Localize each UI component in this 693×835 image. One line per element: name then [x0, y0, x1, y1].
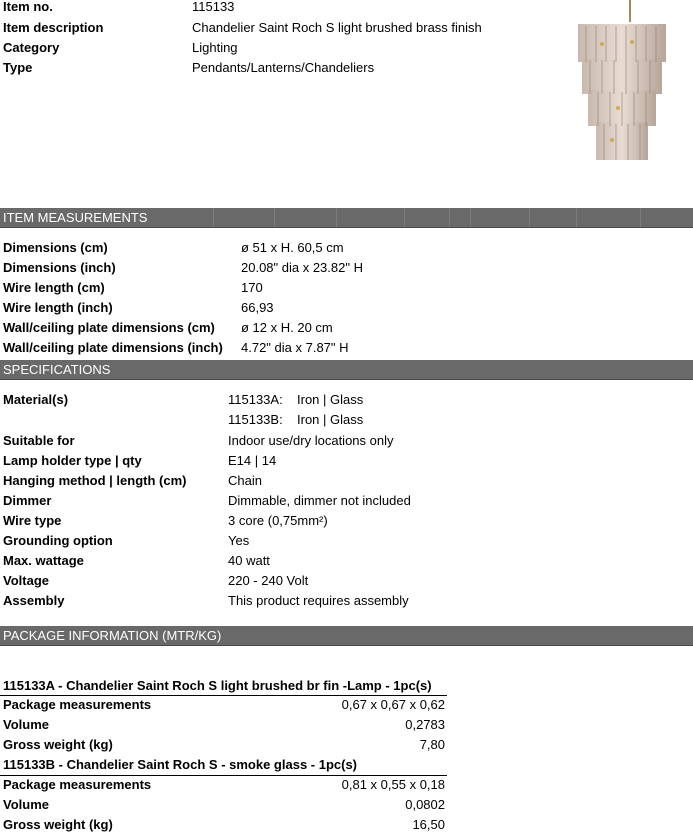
package-value: 7,80	[419, 737, 445, 752]
package-value: 0,2783	[405, 717, 445, 732]
spec-label: Grounding option	[3, 533, 113, 548]
material-code: 115133B:	[228, 412, 283, 427]
spec-label: Lamp holder type | qty	[3, 453, 142, 468]
spec-label: Assembly	[3, 593, 65, 608]
spec-value: This product requires assembly	[228, 593, 409, 608]
item-description-label: Item description	[3, 20, 104, 35]
package-label: Volume	[3, 797, 49, 812]
spec-value: 220 - 240 Volt	[228, 573, 309, 588]
category-value: Lighting	[192, 40, 238, 55]
type-value: Pendants/Lanterns/Chandeliers	[192, 60, 375, 75]
section-package-information	[0, 626, 693, 646]
spec-label: Max. wattage	[3, 553, 84, 568]
measure-label: Dimensions (inch)	[3, 260, 116, 275]
spec-label: Hanging method | length (cm)	[3, 473, 187, 488]
package-title: 115133A - Chandelier Saint Roch S light brushed br fin -Lamp - 1pc(s)	[3, 678, 432, 693]
package-value: 16,50	[412, 817, 445, 832]
spec-label: Wire type	[3, 513, 62, 528]
material-code: 115133A:	[228, 392, 283, 407]
item-no-value: 115133	[192, 0, 235, 14]
spec-label: Dimmer	[3, 493, 52, 508]
type-label: Type	[3, 60, 33, 75]
grid-line	[640, 208, 641, 227]
materials-label: Material(s)	[3, 392, 69, 407]
package-label: Package measurements	[3, 697, 152, 712]
spec-value: Dimmable, dimmer not included	[228, 493, 411, 508]
measure-value: ø 51 x H. 60,5 cm	[241, 240, 344, 255]
item-no-label: Item no.	[3, 0, 53, 14]
package-value: 0,0802	[405, 797, 445, 812]
package-value: 0,81 x 0,55 x 0,18	[341, 777, 445, 792]
material-value: Iron | Glass	[297, 392, 364, 407]
package-label: Volume	[3, 717, 49, 732]
spec-value: 3 core (0,75mm²)	[228, 513, 328, 528]
grid-line	[529, 208, 530, 227]
grid-line	[274, 208, 275, 227]
measure-value: 170	[241, 280, 263, 295]
measure-label: Wall/ceiling plate dimensions (inch)	[3, 340, 223, 355]
spec-label: Voltage	[3, 573, 49, 588]
measure-value: ø 12 x H. 20 cm	[241, 320, 333, 335]
package-title: 115133B - Chandelier Saint Roch S - smoke glass - 1pc(s)	[3, 757, 358, 772]
package-label: Package measurements	[3, 777, 152, 792]
spec-value: E14 | 14	[228, 453, 277, 468]
grid-line	[449, 208, 450, 227]
spec-value: Yes	[228, 533, 250, 548]
package-label: Gross weight (kg)	[3, 817, 113, 832]
product-image	[572, 0, 668, 176]
spec-value: Chain	[228, 473, 262, 488]
measure-label: Wall/ceiling plate dimensions (cm)	[3, 320, 215, 335]
category-label: Category	[3, 40, 60, 55]
material-value: Iron | Glass	[297, 412, 364, 427]
spec-value: Indoor use/dry locations only	[228, 433, 394, 448]
grid-line	[470, 208, 471, 227]
measure-label: Wire length (cm)	[3, 280, 105, 295]
grid-line	[404, 208, 405, 227]
measure-value: 4.72" dia x 7.87" H	[241, 340, 349, 355]
grid-line	[576, 208, 577, 227]
measure-value: 66,93	[241, 300, 274, 315]
package-label: Gross weight (kg)	[3, 737, 113, 752]
spec-label: Suitable for	[3, 433, 75, 448]
section-title: ITEM MEASUREMENTS	[3, 210, 148, 225]
package-value: 0,67 x 0,67 x 0,62	[341, 697, 445, 712]
measure-value: 20.08" dia x 23.82" H	[241, 260, 363, 275]
measure-label: Dimensions (cm)	[3, 240, 108, 255]
section-title: SPECIFICATIONS	[3, 362, 111, 377]
grid-line	[336, 208, 337, 227]
section-item-measurements	[0, 208, 693, 228]
item-description-value: Chandelier Saint Roch S light brushed brass finish	[192, 20, 482, 35]
grid-line	[213, 208, 214, 227]
spec-value: 40 watt	[228, 553, 270, 568]
section-title: PACKAGE INFORMATION (MTR/KG)	[3, 628, 222, 643]
section-specifications	[0, 360, 693, 380]
measure-label: Wire length (inch)	[3, 300, 113, 315]
